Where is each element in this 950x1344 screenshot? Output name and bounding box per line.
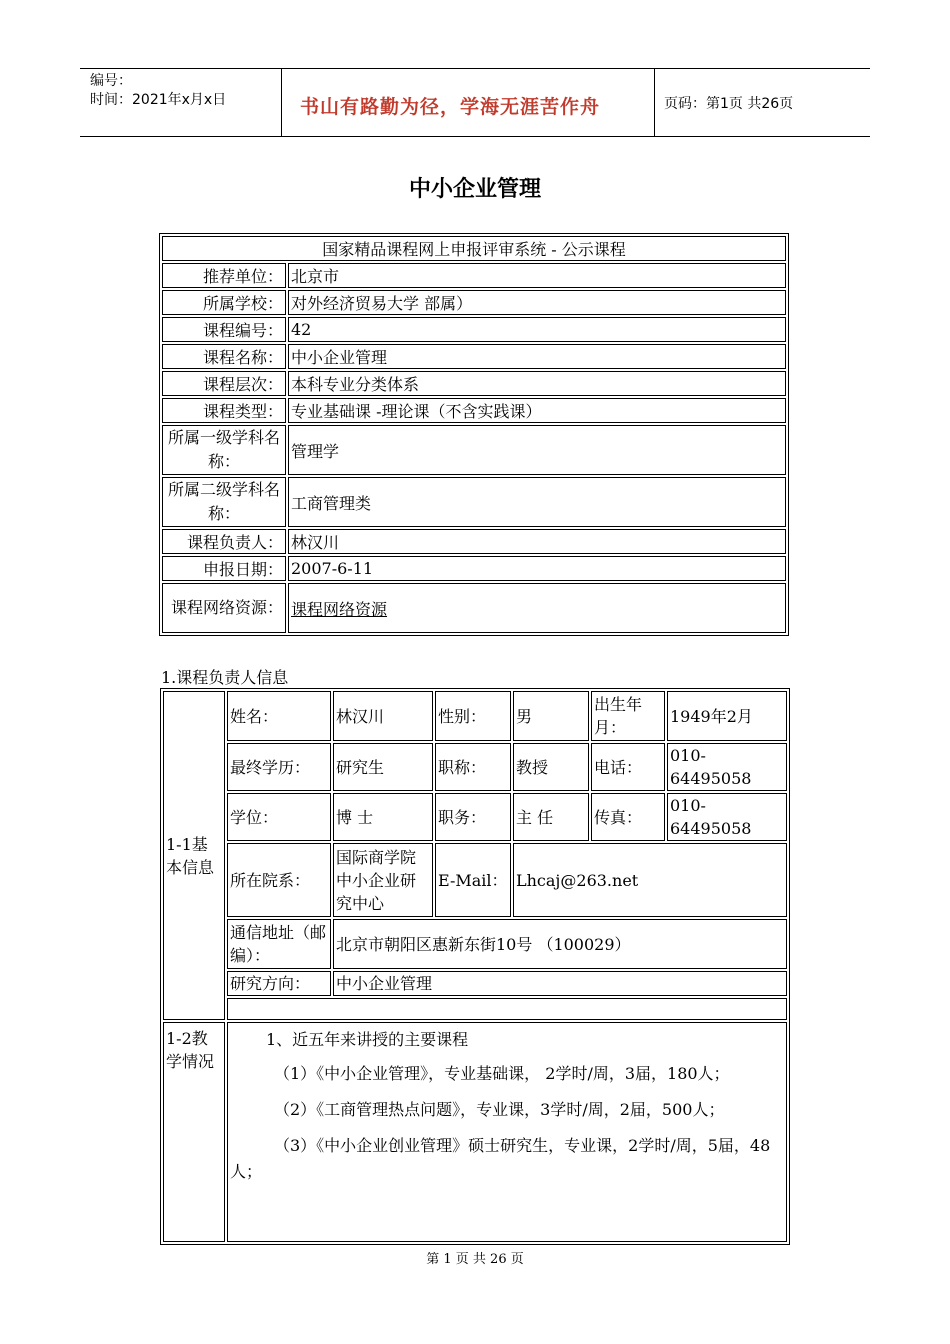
row-label-course-lead: 课程负责人： xyxy=(162,529,286,554)
page-title: 中小企业管理 xyxy=(408,177,541,202)
row-label-online-resources: 课程网络资源： xyxy=(162,583,286,633)
row-value-course-level: 本科专业分类体系 xyxy=(288,371,786,396)
position-label: 职务： xyxy=(435,793,511,841)
position-value: 主 任 xyxy=(513,793,589,841)
education-label: 最终学历： xyxy=(227,743,331,791)
row-value-course-type: 专业基础课 -理论课（不含实践课） xyxy=(288,398,786,423)
header-bottom-rule xyxy=(80,136,870,137)
doc-number-label: 编号： xyxy=(90,73,132,89)
email-label: E-Mail： xyxy=(435,843,511,917)
department-value: 国际商学院中小企业研究中心 xyxy=(333,843,433,917)
row-value-course-lead: 林汉川 xyxy=(288,529,786,554)
section-title: 1.课程负责人信息 xyxy=(161,668,289,687)
teaching-heading: 1、近五年来讲授的主要课程 xyxy=(266,1030,469,1049)
birth-value: 1949年2月 xyxy=(667,691,787,741)
basic-info-label: 1-1基本信息 xyxy=(163,691,225,1020)
row-label-course-type: 课程类型： xyxy=(162,398,286,423)
header-motto: 书山有路勤为径，学海无涯苦作舟 xyxy=(300,96,601,118)
row-value-course-number: 42 xyxy=(288,317,786,342)
birth-label: 出生年月： xyxy=(591,691,665,741)
row-value-submit-date: 2007-6-11 xyxy=(288,556,786,581)
address-label: 通信地址（邮编）： xyxy=(227,919,331,969)
row-label-recommender: 推荐单位： xyxy=(162,263,286,288)
row-label-course-level: 课程层次： xyxy=(162,371,286,396)
row-label-course-number: 课程编号： xyxy=(162,317,286,342)
row-label-submit-date: 申报日期： xyxy=(162,556,286,581)
phone-value: 010-64495058 xyxy=(667,743,787,791)
person-info-table xyxy=(160,688,790,1245)
research-label: 研究方向： xyxy=(227,971,331,996)
page-footer: 第 1 页 共 26 页 xyxy=(426,1252,524,1267)
row-value-recommender: 北京市 xyxy=(288,263,786,288)
online-resources-link[interactable]: 课程网络资源 xyxy=(291,599,388,619)
department-label: 所在院系： xyxy=(227,843,331,917)
row-label-school: 所属学校： xyxy=(162,290,286,315)
page-info: 页码：第1页 共26页 xyxy=(664,96,794,112)
doc-time-label: 时间：2021年x月x日 xyxy=(90,92,227,108)
title-value: 教授 xyxy=(513,743,589,791)
research-value: 中小企业管理 xyxy=(333,971,787,996)
fax-label: 传真： xyxy=(591,793,665,841)
header-divider-right xyxy=(654,69,655,136)
header-top-rule xyxy=(80,68,870,69)
course-info-table xyxy=(159,233,789,636)
header-divider-left xyxy=(281,69,282,136)
row-value-online-resources xyxy=(288,583,786,633)
teaching-item-1: （1）《中小企业管理》，专业基础课， 2学时/周，3届，180人； xyxy=(274,1064,730,1083)
course-table-caption: 国家精品课程网上申报评审系统 - 公示课程 xyxy=(162,236,786,261)
empty-row xyxy=(227,998,787,1020)
teaching-label: 1-2教学情况 xyxy=(163,1022,225,1242)
row-value-secondary-discipline: 工商管理类 xyxy=(288,477,786,527)
phone-label: 电话： xyxy=(591,743,665,791)
gender-value: 男 xyxy=(513,691,589,741)
row-label-primary-discipline: 所属一级学科名称： xyxy=(162,425,286,475)
email-value: Lhcaj@263.net xyxy=(513,843,787,917)
gender-label: 性别： xyxy=(435,691,511,741)
name-label: 姓名： xyxy=(227,691,331,741)
education-value: 研究生 xyxy=(333,743,433,791)
row-value-course-name: 中小企业管理 xyxy=(288,344,786,369)
fax-value: 010-64495058 xyxy=(667,793,787,841)
row-label-secondary-discipline: 所属二级学科名称： xyxy=(162,477,286,527)
address-value: 北京市朝阳区惠新东街10号 （100029） xyxy=(333,919,787,969)
row-value-school: 对外经济贸易大学 部属） xyxy=(288,290,786,315)
title-label: 职称： xyxy=(435,743,511,791)
name-value: 林汉川 xyxy=(333,691,433,741)
teaching-content xyxy=(227,1022,787,1242)
row-label-course-name: 课程名称： xyxy=(162,344,286,369)
row-value-primary-discipline: 管理学 xyxy=(288,425,786,475)
teaching-item-3: （3）《中小企业创业管理》硕士研究生，专业课，2学时/周，5届，48人； xyxy=(230,1136,771,1181)
degree-label: 学位： xyxy=(227,793,331,841)
teaching-item-2: （2）《工商管理热点问题》，专业课，3学时/周，2届，500人； xyxy=(274,1100,725,1119)
degree-value: 博 士 xyxy=(333,793,433,841)
